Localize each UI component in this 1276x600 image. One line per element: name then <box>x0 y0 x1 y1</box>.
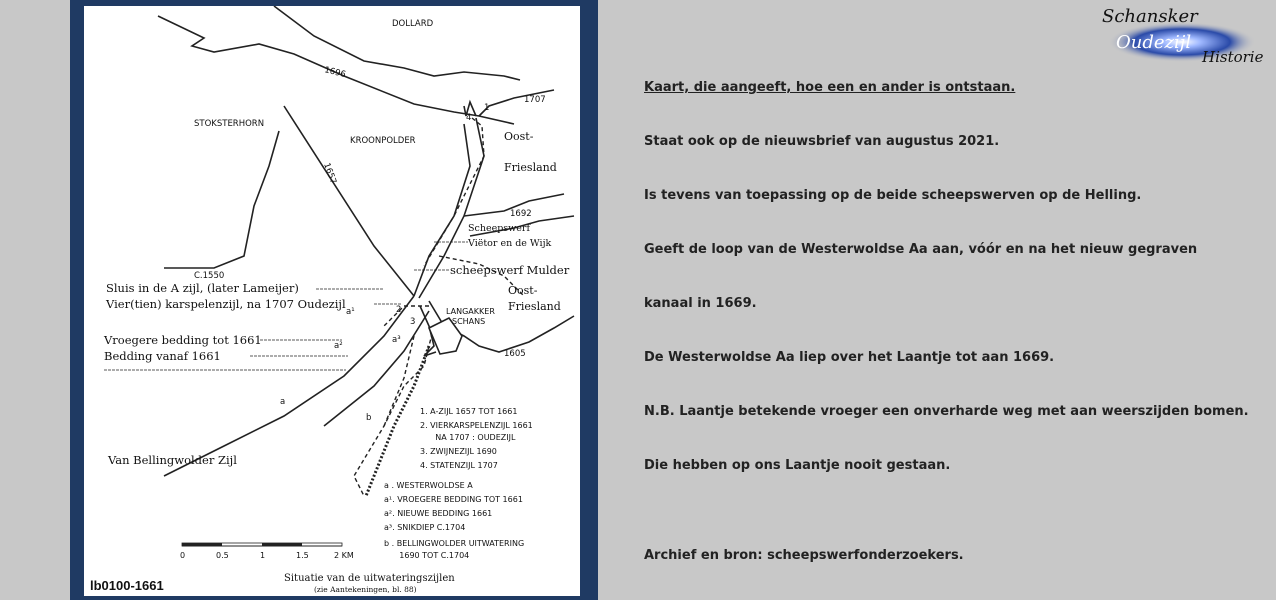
year-1696: 1696 <box>323 65 347 81</box>
label-friesland-1: Friesland <box>504 161 557 174</box>
label-oost-2: Oost- <box>508 284 538 297</box>
label-oost-1: Oost- <box>504 130 534 143</box>
text-line: kanaal in 1669. <box>644 296 757 311</box>
annotation-sluis-2: Vier(tien) karspelenzijl, na 1707 Oudezijl <box>106 297 346 311</box>
scale-label: 1 <box>260 551 266 560</box>
marker-3: 3 <box>410 317 416 327</box>
label-schans: SCHANS <box>452 317 486 326</box>
scale-bar <box>180 543 354 560</box>
text-line: N.B. Laantje betekende vroeger een onverharde weg met aan weerszijden bomen. <box>644 404 1249 419</box>
source-line: Archief en bron: scheepswerfonderzoekers. <box>644 548 964 563</box>
legend-item: a . WESTERWOLDSE A <box>384 481 473 490</box>
legend-item: 4. STATENZIJL 1707 <box>420 461 498 470</box>
marker-2: 2 <box>396 305 402 315</box>
label-friesland-2: Friesland <box>508 300 561 313</box>
page-heading: Kaart, die aangeeft, hoe een en ander is ontstaan. <box>644 80 1016 95</box>
annotation-bedding: Bedding vanaf 1661 <box>104 349 221 363</box>
label-kroonpolder: KROONPOLDER <box>350 136 416 146</box>
map-caption: Situatie van de uitwateringszijlen <box>284 573 455 584</box>
map-caption-sub: (zie Aantekeningen, bl. 88) <box>314 585 417 594</box>
scale-label: 2 KM <box>334 551 354 560</box>
map-image <box>84 6 580 596</box>
legend-lettered <box>384 481 524 560</box>
legend-item: a¹. VROEGERE BEDDING TOT 1661 <box>384 495 523 504</box>
marker-a: a <box>280 397 286 407</box>
annotation-scheepswerf-2: scheepswerf Mulder <box>450 263 570 277</box>
scale-label: 1.5 <box>296 551 309 560</box>
map-frame <box>70 0 598 600</box>
label-langakker: LANGAKKER <box>446 307 495 316</box>
marker-4: 4 <box>466 113 472 123</box>
text-line: De Westerwoldse Aa liep over het Laantje tot aan 1669. <box>644 350 1055 365</box>
text-line: Staat ook op de nieuwsbrief van augustus 2021. <box>644 134 1000 149</box>
annotation-scheepswerf-1b: Viëtor en de Wijk <box>468 238 552 249</box>
annotation-sluis-1: Sluis in de A zijl, (later Lameijer) <box>106 281 299 295</box>
scale-label: 0 <box>180 551 186 560</box>
map-reference: lb0100-1661 <box>90 578 164 593</box>
annotation-bellingwolder: Van Bellingwolder Zijl <box>108 453 237 467</box>
marker-a1: a¹ <box>346 307 355 317</box>
year-1707: 1707 <box>524 95 546 105</box>
marker-a2: a² <box>334 341 343 351</box>
site-logo[interactable] <box>1098 4 1270 66</box>
legend-item: b . BELLINGWOLDER UITWATERING <box>384 539 525 548</box>
text-line: Is tevens van toepassing op de beide scheepswerven op de Helling. <box>644 188 1142 203</box>
legend-item: NA 1707 : OUDEZIJL <box>420 433 516 442</box>
legend-item: a². NIEUWE BEDDING 1661 <box>384 509 493 518</box>
year-1657: 1657 <box>321 161 338 186</box>
text-line: Geeft de loop van de Westerwoldse Aa aan, vóór en na het nieuw gegraven <box>644 242 1198 257</box>
annotation-vroegere: Vroegere bedding tot 1661 <box>104 333 262 347</box>
legend-numbered <box>420 407 533 470</box>
label-dollard: DOLLARD <box>392 19 434 29</box>
legend-item: 1690 TOT C.1704 <box>384 551 470 560</box>
marker-a3: a³ <box>392 335 401 345</box>
historical-map <box>84 6 580 596</box>
marker-b: b <box>366 413 372 423</box>
year-1692: 1692 <box>510 209 532 219</box>
annotation-scheepswerf-1a: Scheepswerf <box>468 223 530 234</box>
marker-1: 1 <box>484 103 490 113</box>
scale-label: 0.5 <box>216 551 229 560</box>
logo-line1: Schansker <box>1102 6 1198 27</box>
legend-item: a³. SNIKDIEP C.1704 <box>384 523 466 532</box>
legend-item: 2. VIERKARSPELENZIJL 1661 <box>420 421 533 430</box>
logo-line3: Historie <box>1202 48 1264 66</box>
year-1605: 1605 <box>504 349 526 359</box>
logo-line2: Oudezijl <box>1116 32 1192 53</box>
text-line: Die hebben op ons Laantje nooit gestaan. <box>644 458 951 473</box>
year-1550: C.1550 <box>194 271 225 281</box>
legend-item: 1. A-ZIJL 1657 TOT 1661 <box>420 407 518 416</box>
legend-item: 3. ZWIJNEZIJL 1690 <box>420 447 497 456</box>
label-stoksterhorn: STOKSTERHORN <box>194 119 265 129</box>
